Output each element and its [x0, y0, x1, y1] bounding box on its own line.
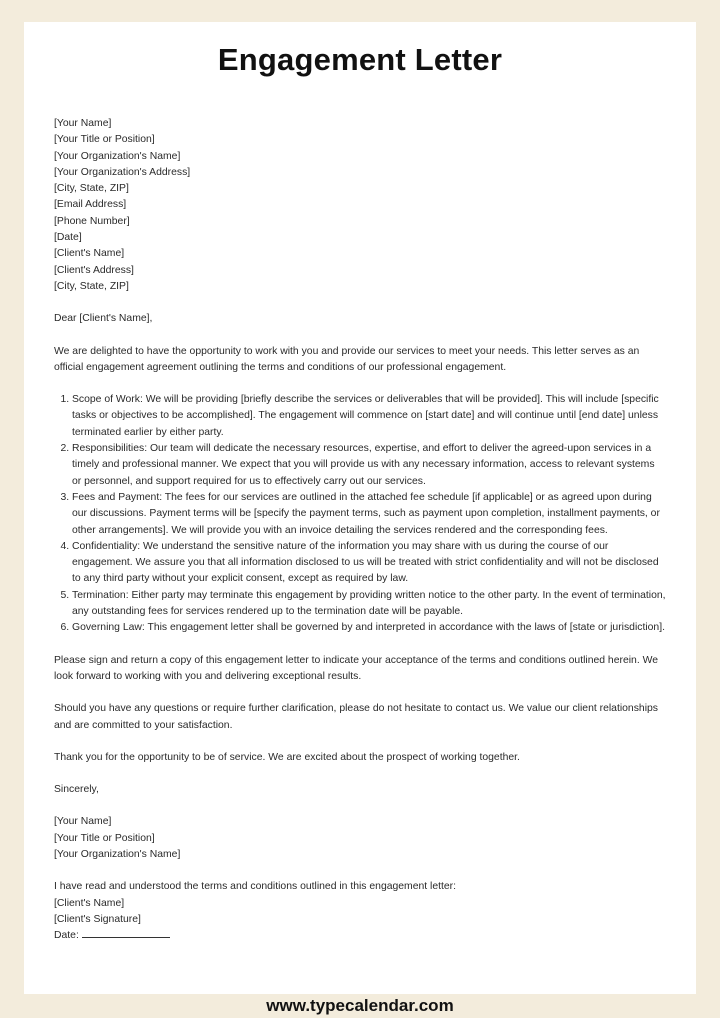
letter-page: [24, 22, 696, 994]
thanks-paragraph: Thank you for the opportunity to be of service. We are excited about the prospect of working together.: [54, 751, 520, 763]
sender-name: [Your Name]: [54, 118, 112, 129]
sign-return-paragraph: Please sign and return a copy of this engagement letter to indicate your acceptance of the terms and conditions outlined herein. We look forward to working with you and delivering exceptional results.: [54, 654, 658, 682]
letter-body: [54, 116, 666, 944]
date-blank-line: [82, 928, 170, 938]
signature-organization: [Your Organization's Name]: [54, 848, 181, 860]
footer-website: www.typecalendar.com: [266, 996, 454, 1015]
sender-block: [54, 116, 666, 295]
sender-organization: [Your Organization's Name]: [54, 150, 181, 162]
salutation: Dear [Client's Name],: [54, 313, 153, 325]
date-label: Date:: [54, 930, 79, 942]
page-title: Engagement Letter: [217, 42, 503, 77]
sender-city-state-zip: [City, State, ZIP]: [54, 183, 129, 195]
letter-date: [Date]: [54, 232, 82, 244]
term-responsibilities: 2. Responsibilities: Our team will dedicate the necessary resources, expertise, and effort to deliver the agreed-upon services in a timely and professional manner. We expect that you will provide us with any necessary information, access to relevant systems or personnel, and support required for us to effectively carry out our services.: [72, 441, 666, 490]
terms-list: [54, 392, 666, 636]
sender-email: [Email Address]: [54, 199, 127, 211]
client-city-state-zip: [City, State, ZIP]: [54, 280, 129, 292]
term-governing-law: 6. Governing Law: This engagement letter shall be governed by and interpreted in accordance with the laws of [state or jurisdiction].: [72, 620, 666, 636]
intro-paragraph: We are delighted to have the opportunity to work with you and provide our services to meet your needs. This letter serves as an official engagement agreement outlining the terms and conditions of our professional engagement.: [54, 345, 640, 373]
sender-address: [Your Organization's Address]: [54, 166, 191, 178]
sender-phone: [Phone Number]: [54, 215, 130, 227]
acknowledgement-block: [54, 879, 666, 944]
sender-title: [Your Title or Position]: [54, 134, 155, 146]
term-fees-and-payment: 3. Fees and Payment: The fees for our services are outlined in the attached fee schedule [if applicable] or as agreed upon during our discussions. Payment terms will be [specify the payment terms, such as payment upon completion, installment payments, or other arrangements]. We will provide you with an invoice detailing the services rendered and the corresponding fees.: [72, 490, 666, 539]
date-field: [54, 928, 666, 944]
client-name-field: [Client's Name]: [54, 897, 125, 909]
client-signature-field: [Client's Signature]: [54, 913, 141, 925]
client-address: [Client's Address]: [54, 264, 134, 276]
term-scope-of-work: 1. Scope of Work: We will be providing [briefly describe the services or deliverables that will be provided]. This will include [specific tasks or objectives to be accomplished]. The engagement will commence on [start date] and will continue until [end date] unless terminated earlier by either party.: [72, 392, 666, 441]
client-name: [Client's Name]: [54, 248, 125, 260]
signature-block: [54, 814, 666, 863]
questions-paragraph: Should you have any questions or require further clarification, please do not hesitate to contact us. We value our client relationships and are committed to your satisfaction.: [54, 703, 658, 731]
closing: Sincerely,: [54, 784, 99, 796]
signature-title: [Your Title or Position]: [54, 832, 155, 844]
term-confidentiality: 4. Confidentiality: We understand the sensitive nature of the information you may share with us during the course of our engagement. We assure you that all information disclosed to us will be treated with strict confidentiality and will not be disclosed to any third party without your explicit consent, except as required by law.: [72, 539, 666, 588]
signature-name: [Your Name]: [54, 816, 112, 828]
acknowledgement-text: I have read and understood the terms and conditions outlined in this engagement letter:: [54, 881, 457, 893]
term-termination: 5. Termination: Either party may terminate this engagement by providing written notice to the other party. In the event of termination, any outstanding fees for services rendered up to the termination date will be payable.: [72, 588, 666, 621]
